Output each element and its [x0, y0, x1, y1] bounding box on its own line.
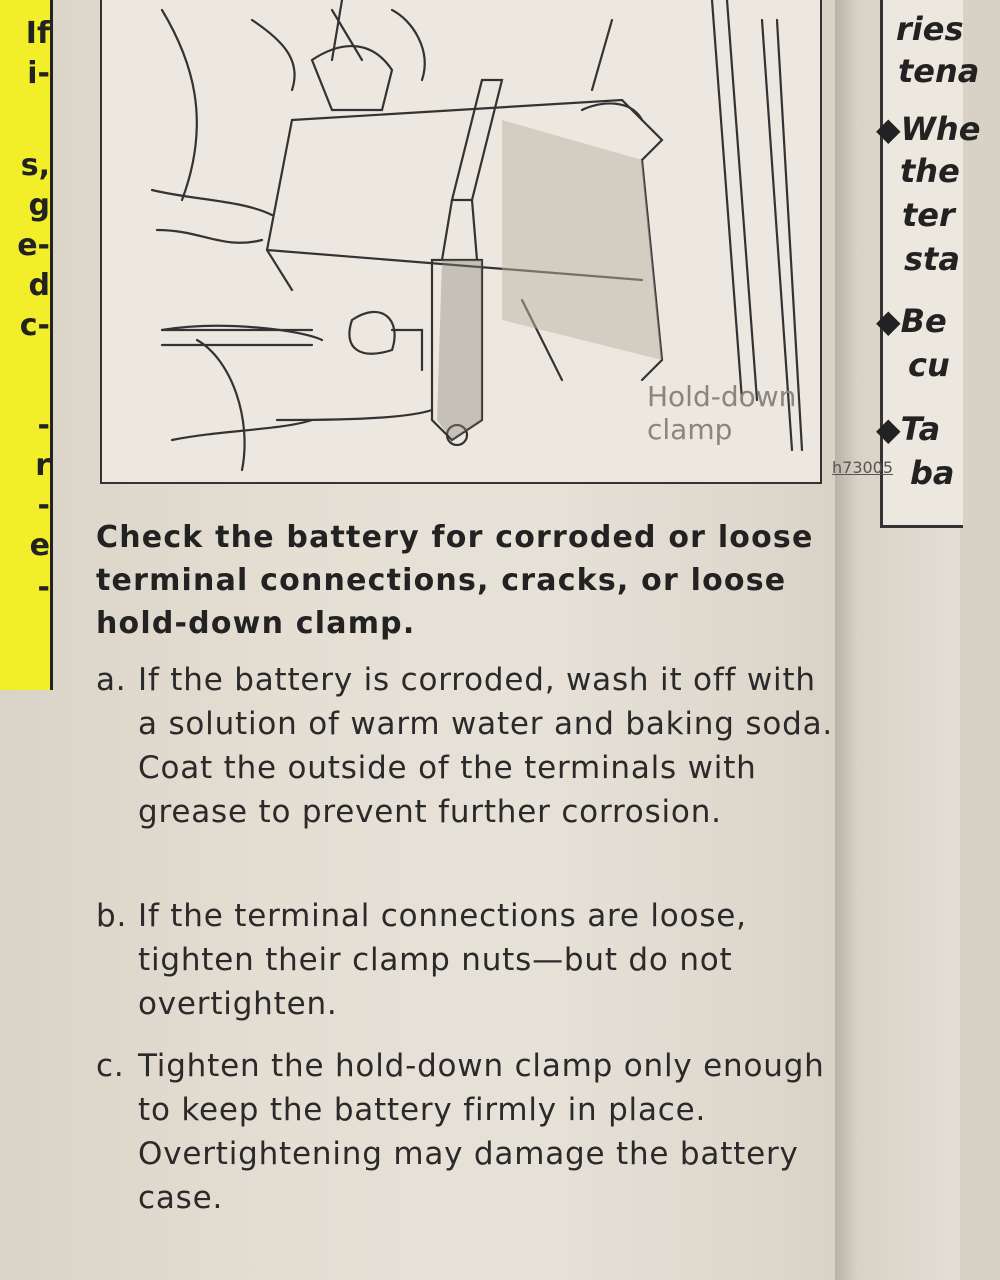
left-fragment: e: [29, 528, 50, 563]
left-fragment: c-: [19, 308, 50, 343]
list-item-text: Tighten the hold-down clamp only enough to keep the battery firmly in place. Overtightening may damage the battery case.: [138, 1048, 825, 1216]
right-fragment-text: Be: [900, 302, 947, 340]
right-fragment-text: Ta: [900, 410, 941, 448]
left-fragment: r: [35, 448, 50, 483]
right-fragment: ◆Be: [876, 302, 947, 340]
figure-code: h73005: [832, 458, 894, 477]
right-fragment: ◆Whe: [876, 110, 981, 148]
left-fragment: -: [37, 488, 50, 523]
adjacent-page-left: [0, 0, 53, 690]
list-item-text: If the battery is corroded, wash it off with a solution of warm water and baking soda. Coat the outside of the terminals with grease to prevent further corrosion.: [138, 662, 834, 830]
right-fragment: ba: [910, 454, 955, 492]
right-fragment: the: [900, 152, 960, 190]
right-fragment: cu: [908, 346, 950, 384]
battery-illustration: [100, 0, 894, 484]
right-fragment: ter: [902, 196, 955, 234]
list-item-text: If the terminal connections are loose, tighten their clamp nuts—but do not overtighten.: [138, 898, 747, 1022]
list-item-letter: b.: [96, 898, 128, 934]
left-fragment: i-: [27, 56, 50, 91]
right-fragment: ries: [896, 10, 964, 48]
left-fragment: -: [37, 408, 50, 443]
left-fragment: -: [37, 570, 50, 605]
list-item: [96, 894, 838, 1026]
instruction-heading: Check the battery for corroded or loose terminal connections, cracks, or loose hold-down clamp.: [96, 520, 814, 641]
right-fragment: tena: [898, 52, 980, 90]
left-fragment: e-: [17, 228, 50, 263]
right-fragment: sta: [904, 240, 960, 278]
list-item-letter: a.: [96, 662, 127, 698]
list-item: [96, 1044, 838, 1220]
left-fragment: g: [28, 188, 50, 223]
hold-down-clamp-callout: Hold-down clamp: [647, 380, 797, 446]
left-fragment: d: [28, 268, 50, 303]
left-fragment: If: [25, 16, 50, 51]
list-item: [96, 658, 838, 834]
list-item-letter: c.: [96, 1048, 125, 1084]
right-fragment-text: Whe: [900, 110, 981, 148]
left-fragment: s,: [20, 148, 50, 183]
right-fragment: ◆Ta: [876, 410, 941, 448]
